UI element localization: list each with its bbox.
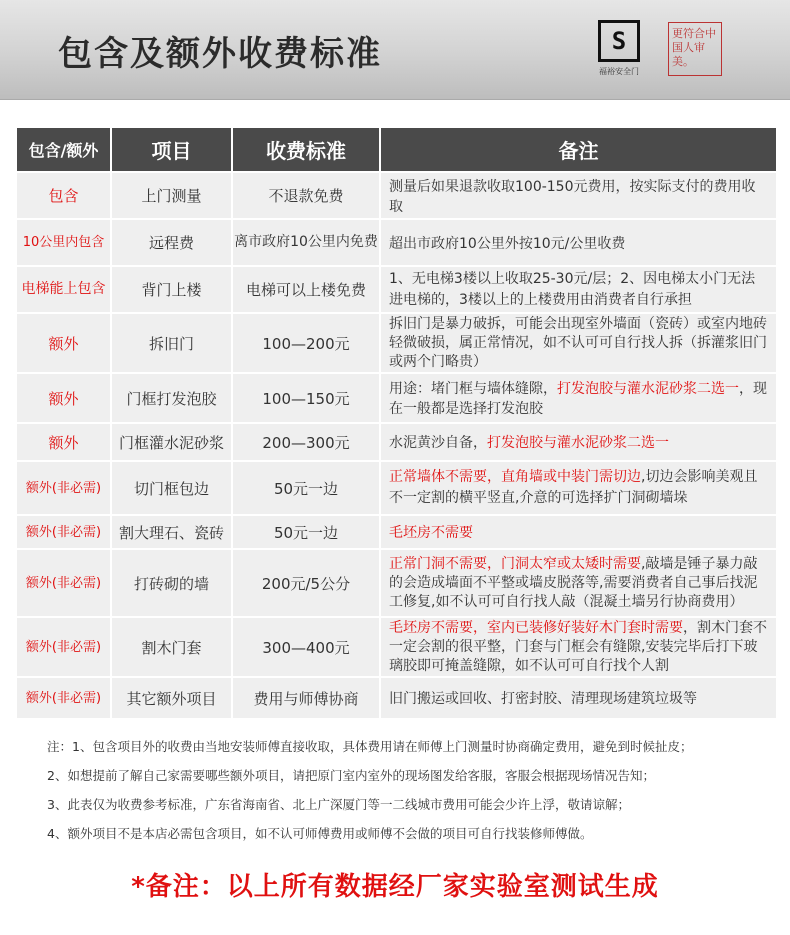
cell-note <box>381 462 776 514</box>
cell-fee: 电梯可以上楼免费 <box>233 267 379 312</box>
note-text: 测量后如果退款收取100-150元费用，按实际支付的费用收取 <box>389 178 756 215</box>
cell-fee: 离市政府10公里内免费 <box>233 220 379 265</box>
cell-item: 门框灌水泥砂浆 <box>112 424 231 460</box>
cell-fee: 100—150元 <box>233 374 379 422</box>
cell-type: 额外 <box>17 424 110 460</box>
cell-item: 上门测量 <box>112 173 231 218</box>
cell-item: 其它额外项目 <box>112 678 231 718</box>
header-item: 项目 <box>112 128 231 171</box>
table-row <box>17 462 776 514</box>
brand-logo-mark: S <box>598 20 640 62</box>
brand-logo <box>594 20 644 80</box>
table-row <box>17 220 776 265</box>
brand-logo-caption: 福裕安全门 <box>599 67 639 76</box>
cell-type: 额外(非必需) <box>17 550 110 616</box>
cell-item: 背门上楼 <box>112 267 231 312</box>
table-body <box>17 173 776 718</box>
cell-fee: 不退款免费 <box>233 173 379 218</box>
footnote: 4、额外项目不是本店必需包含项目，如不认可师傅费用或师傅不会做的项目可自行找装修师傅做。 <box>47 826 593 841</box>
cell-fee: 300—400元 <box>233 618 379 676</box>
note-text: ，割木门套不一定会割的很平整，门套与门框会有缝隙,安装完毕后打下玻璃胶即可掩盖缝隙，如不认可可自行找个人割 <box>389 619 767 674</box>
note-highlight: 打发泡胶与灌水泥砂浆二选一 <box>487 435 669 451</box>
table-row <box>17 314 776 372</box>
note-highlight: 正常墙体不需要，直角墙或中装门需切边 <box>389 469 641 485</box>
header-type: 包含/额外 <box>17 128 110 171</box>
cell-type: 电梯能上包含 <box>17 267 110 312</box>
note-text: 水泥黄沙自备， <box>389 435 487 451</box>
cell-item: 远程费 <box>112 220 231 265</box>
cell-fee: 100—200元 <box>233 314 379 372</box>
table-row <box>17 516 776 548</box>
cell-note <box>381 516 776 548</box>
page-title: 包含及额外收费标准 <box>58 34 382 74</box>
cell-fee: 50元一边 <box>233 516 379 548</box>
cell-type: 额外 <box>17 374 110 422</box>
cell-note <box>381 618 776 676</box>
cell-type: 额外(非必需) <box>17 462 110 514</box>
cell-note <box>381 173 776 218</box>
cell-type: 额外(非必需) <box>17 678 110 718</box>
footnotes <box>47 738 777 854</box>
cell-type: 10公里内包含 <box>17 220 110 265</box>
note-text: 旧门搬运或回收、打密封胶、清理现场建筑垃圾等 <box>389 691 697 707</box>
table-row <box>17 374 776 422</box>
cell-type: 额外(非必需) <box>17 516 110 548</box>
note-text: ，现在一般都是选择打发泡胶 <box>389 381 767 417</box>
cell-note <box>381 550 776 616</box>
table-row <box>17 678 776 718</box>
note-text: 拆旧门是暴力破拆，可能会出现室外墙面（瓷砖）或室内地砖轻微破损，属正常情况，如不认可可自行找人拆（拆灌浆旧门或两个门略贵） <box>389 315 767 370</box>
note-highlight: 正常门洞不需要，门洞太窄或太矮时需要 <box>389 555 641 572</box>
cell-type: 额外 <box>17 314 110 372</box>
cell-item: 切门框包边 <box>112 462 231 514</box>
table-row <box>17 424 776 460</box>
cell-item: 割木门套 <box>112 618 231 676</box>
cell-note <box>381 424 776 460</box>
footnote: 2、如想提前了解自己家需要哪些额外项目，请把原门室内室外的现场图发给客服，客服会根据现场情况告知； <box>47 768 655 783</box>
cell-item: 门框打发泡胶 <box>112 374 231 422</box>
cell-item: 打砖砌的墙 <box>112 550 231 616</box>
table-row <box>17 618 776 676</box>
header-note: 备注 <box>381 128 776 171</box>
table-row <box>17 173 776 218</box>
cell-fee: 200元/5公分 <box>233 550 379 616</box>
cell-type: 额外(非必需) <box>17 618 110 676</box>
note-text: ,敲墙是锤子暴力敲的会造成墙面不平整或墙皮脱落等,需要消费者自己事后找泥工修复,如不认可可自行找人敲（混凝土墙另行协商费用） <box>389 555 758 610</box>
cell-type: 包含 <box>17 173 110 218</box>
cell-fee: 200—300元 <box>233 424 379 460</box>
cell-fee: 50元一边 <box>233 462 379 514</box>
page-header <box>0 0 790 100</box>
fee-table <box>17 128 776 720</box>
footnote: 3、此表仅为收费参考标准，广东省海南省、北上广深厦门等一二线城市费用可能会少许上浮，敬请谅解； <box>47 797 630 812</box>
cell-note <box>381 678 776 718</box>
cell-note <box>381 220 776 265</box>
cell-note <box>381 267 776 312</box>
cell-note <box>381 314 776 372</box>
note-text: 用途：堵门框与墙体缝隙， <box>389 381 557 397</box>
note-highlight: 打发泡胶与灌水泥砂浆二选一 <box>557 381 739 397</box>
note-text: 1、无电梯3楼以上收取25-30元/层；2、因电梯太小门无法进电梯的，3楼以上的上楼费用由消费者自行承担 <box>389 270 756 308</box>
footnote: 注：1、包含项目外的收费由当地安装师傅直接收取，具体费用请在师傅上门测量时协商确定费用，避免到时候扯皮； <box>47 739 693 754</box>
cell-item: 割大理石、瓷砖 <box>112 516 231 548</box>
note-highlight: 毛坯房不需要，室内已装修好装好木门套时需要 <box>389 619 683 636</box>
cell-fee: 费用与师傅协商 <box>233 678 379 718</box>
table-header-row <box>17 128 776 171</box>
table-row <box>17 550 776 616</box>
note-highlight: 毛坯房不需要 <box>389 525 473 541</box>
cell-note <box>381 374 776 422</box>
footer-remark: *备注：以上所有数据经厂家实验室测试生成 <box>131 872 659 902</box>
slogan-seal: 更符合中国人审美。 <box>668 22 722 76</box>
table-row <box>17 267 776 312</box>
note-text: 超出市政府10公里外按10元/公里收费 <box>389 235 626 252</box>
cell-item: 拆旧门 <box>112 314 231 372</box>
note-text: ,切边会影响美观且不一定割的横平竖直,介意的可选择扩门洞砌墙垛 <box>389 469 758 506</box>
header-fee: 收费标准 <box>233 128 379 171</box>
